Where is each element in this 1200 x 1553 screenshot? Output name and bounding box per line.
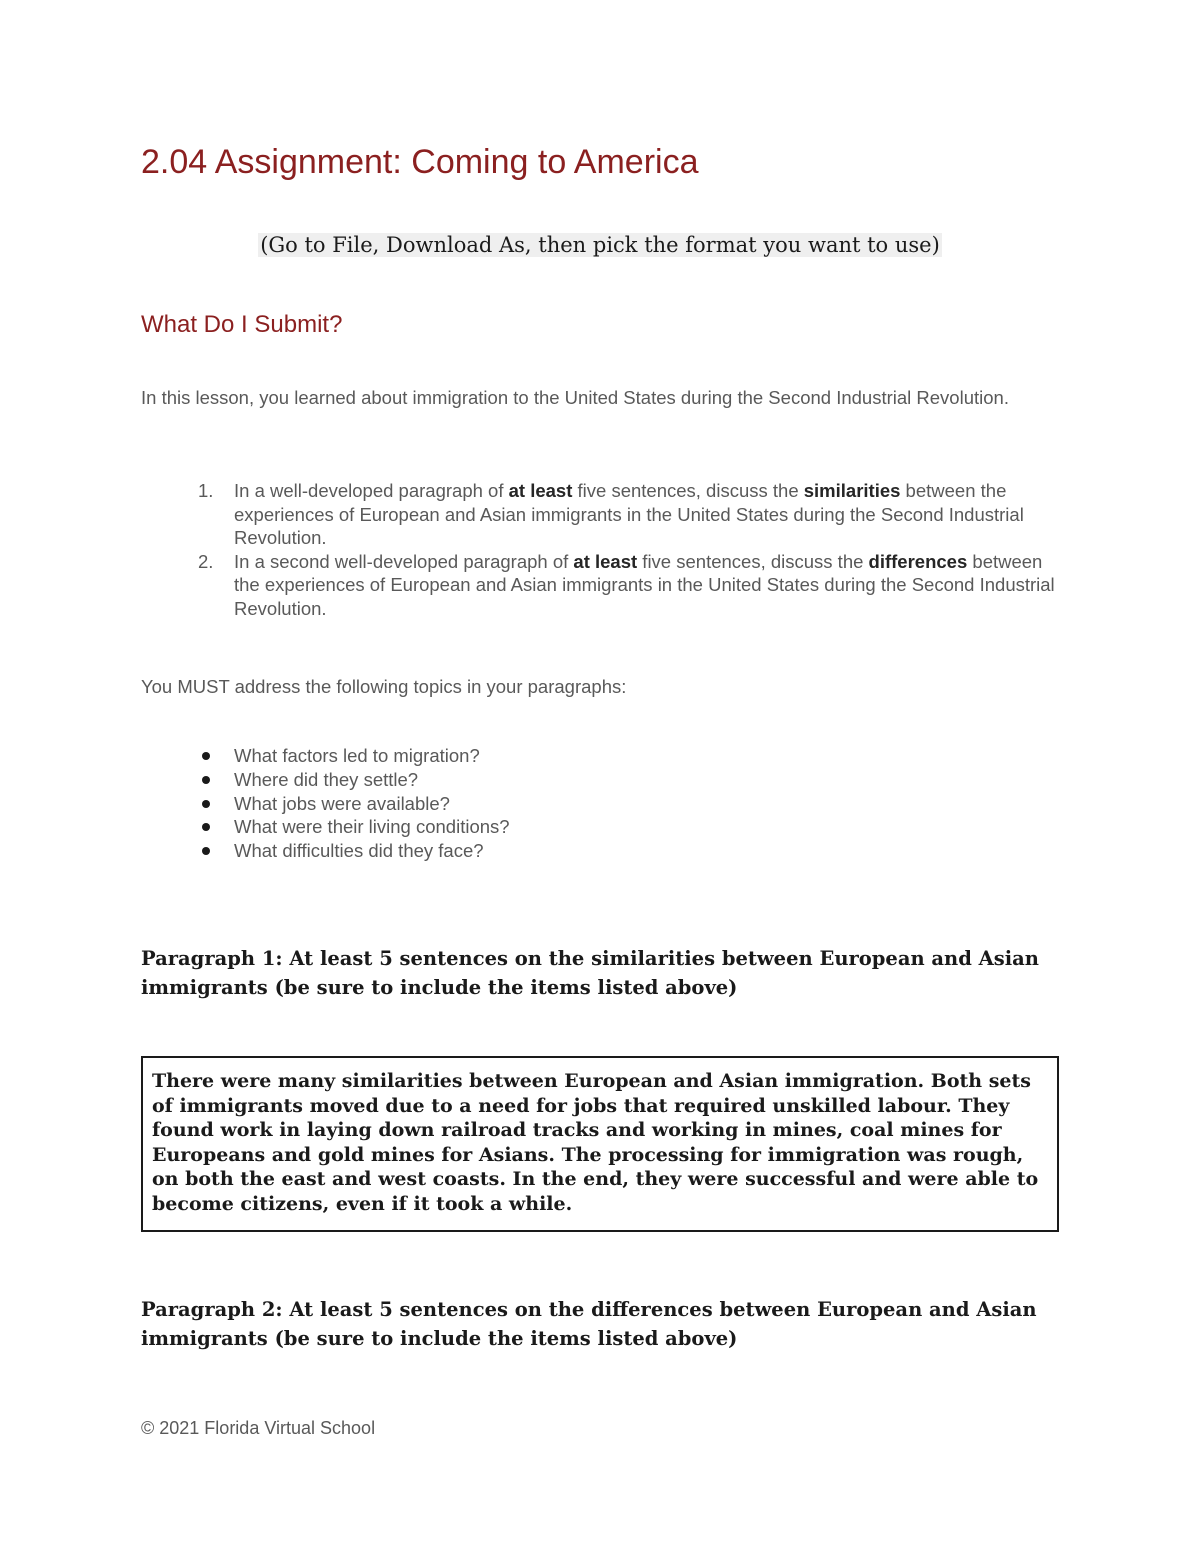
- task-text-mid: five sentences, discuss the: [572, 480, 804, 501]
- topic-text: What jobs were available?: [234, 792, 450, 814]
- task-number: 2.: [198, 550, 214, 572]
- bullet-dot-icon: [202, 800, 210, 808]
- download-instruction: [0, 228, 1200, 262]
- topic-text: What factors led to migration?: [234, 745, 480, 766]
- intro-paragraph: In this lesson, you learned about immigration to the United States during the Second Industrial Revolution.: [141, 387, 1009, 408]
- bullet-dot-icon: [202, 776, 210, 784]
- bullet-dot-icon: [202, 823, 210, 831]
- topic-item: [141, 792, 1041, 816]
- topic-item: [141, 815, 1041, 839]
- task-item-1: [141, 479, 1061, 550]
- copyright-footer: © 2021 Florida Virtual School: [141, 1418, 376, 1438]
- page-title: 2.04 Assignment: Coming to America: [141, 143, 699, 181]
- topic-text: What difficulties did they face?: [234, 840, 484, 862]
- section-heading-what-do-i-submit: What Do I Submit?: [141, 311, 343, 338]
- task-text-pre: In a well-developed paragraph of: [234, 480, 509, 501]
- task-list: [141, 479, 1061, 620]
- bullet-dot-icon: [202, 752, 210, 760]
- task-text-pre: In a second well-developed paragraph of: [234, 550, 574, 572]
- topic-item: [141, 839, 1041, 863]
- must-address-line: You MUST address the following topics in your paragraphs:: [141, 676, 627, 697]
- bullet-dot-icon: [202, 847, 210, 855]
- task-text-mid: five sentences, discuss the: [637, 550, 869, 572]
- task-text-post: between the experiences of European and Asian immigrants in the United States during the Second Industrial Revolution.: [234, 550, 1055, 619]
- topic-text: Where did they settle?: [234, 768, 419, 790]
- task-item-2: [141, 550, 1061, 621]
- task-text-post: between the experiences of European and Asian immigrants in the United States during the Second Industrial Revolution.: [234, 480, 1024, 548]
- paragraph-2-heading: Paragraph 2: At least 5 sentences on the differences between European and Asian immigrants (be sure to include the items listed above): [141, 1298, 1037, 1350]
- topic-item: [141, 768, 1041, 792]
- task-bold-similarities: similarities: [803, 480, 901, 501]
- task-bold-at-least: at least: [573, 550, 638, 572]
- paragraph-1-answer-text: There were many similarities between European and Asian immigration. Both sets of immigrants moved due to a need for jobs that required unskilled labour. They found work in laying down railroad tracks and working in mines, coal mines for Europeans and gold mines for Asians. The processing for immigration was rough, on both the east and west coasts. In the end, they were successful and were able to become citizens, even if it took a while.: [152, 1070, 1039, 1215]
- task-number: 1.: [198, 480, 214, 501]
- topic-list: [141, 744, 1041, 863]
- topic-item: [141, 744, 1041, 768]
- task-bold-at-least: at least: [508, 480, 573, 501]
- topic-text: What were their living conditions?: [234, 816, 510, 838]
- download-instruction-text: (Go to File, Download As, then pick the format you want to use): [260, 233, 940, 257]
- task-bold-differences: differences: [868, 550, 968, 572]
- paragraph-1-heading: Paragraph 1: At least 5 sentences on the similarities between European and Asian immigrants (be sure to include the items listed above): [141, 947, 1039, 999]
- paragraph-1-answer-box[interactable]: [141, 1056, 1059, 1232]
